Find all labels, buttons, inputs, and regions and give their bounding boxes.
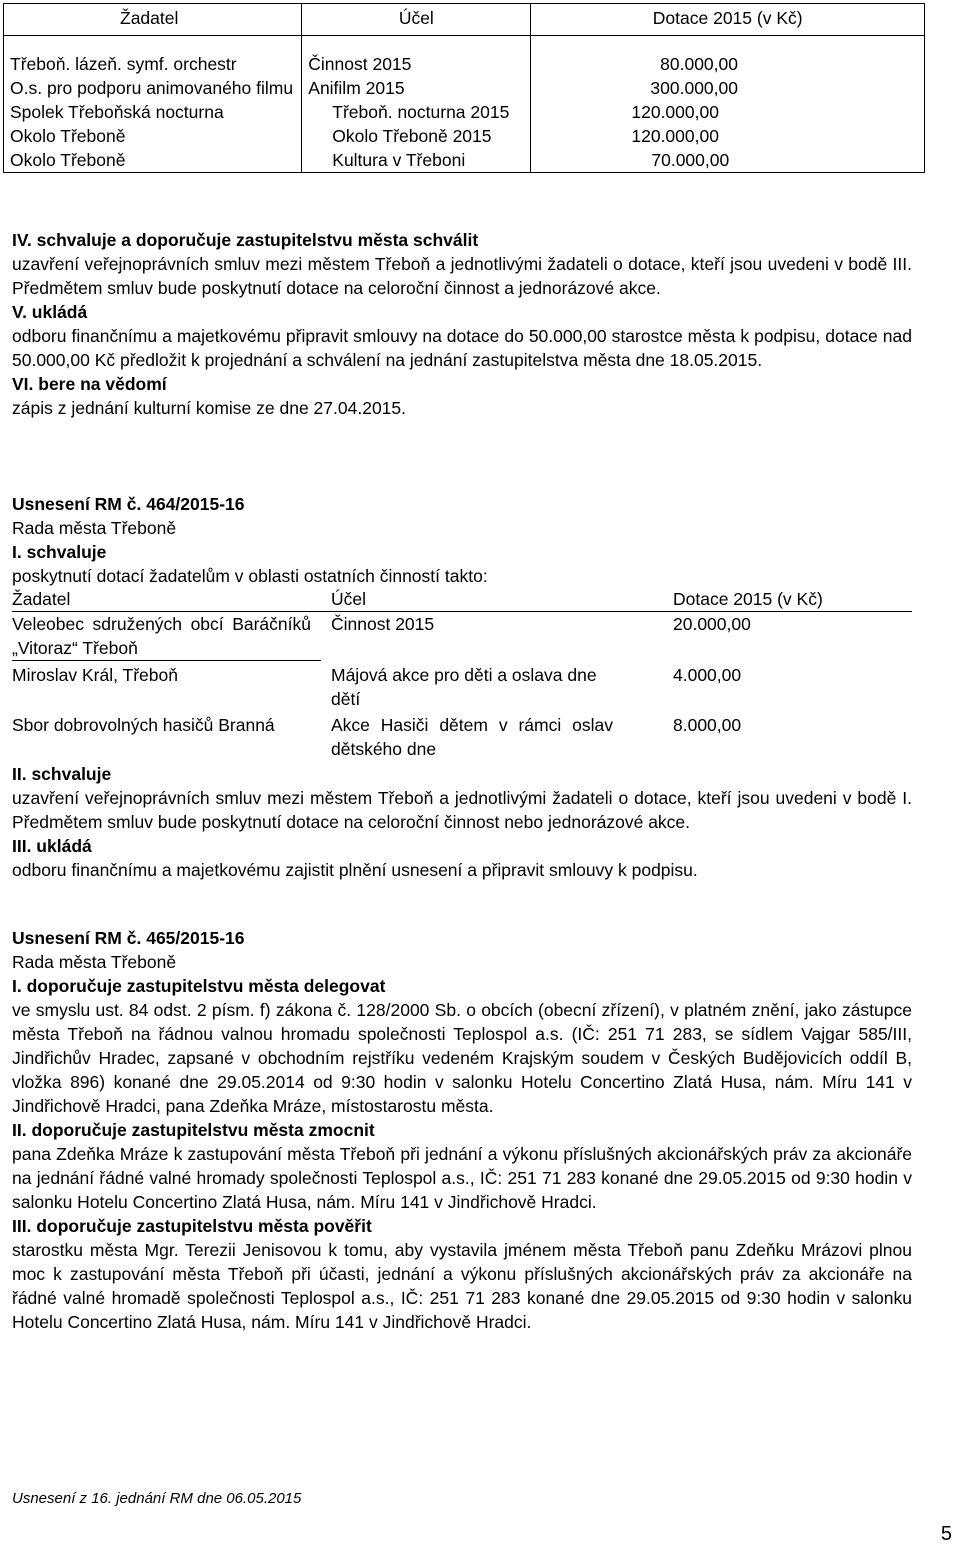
section-text: ve smyslu ust. 84 odst. 2 písm. f) zákona č. 128/2000 Sb. o obcích (obecní zřízení), v platném znění, jako zástupce města Třeboň na řádnou valnou hromadu společnosti Teplospol a.s. (IČ: 251 71 283, se sídlem Vajgar 585/III, Jindřichův Hradec, zapsané v obchodním rejstříku vedeném Krajským soudem v Českých Budějovicích oddíl B, vložka 896) konané dne 29.05.2014 od 9:30 hodin v salonku Hotelu Concertino Zlatá Husa, nám. Míru 141 v Jindřichově Hradci, pana Zdeňka Mráze, místostarostu města. xyxy=(12,1000,912,1116)
table-row xyxy=(12,661,912,711)
applicant-cell: Třeboň. lázeň. symf. orchestr xyxy=(4,52,302,76)
amount-cell: 300.000,00 xyxy=(531,76,925,100)
section-text: zápis z jednání kulturní komise ze dne 27.04.2015. xyxy=(12,398,406,418)
purpose-cell: Májová akce pro děti a oslava dne dětí xyxy=(331,664,597,709)
amount-cell: 20.000,00 xyxy=(673,614,751,634)
section-text: pana Zdeňka Mráze k zastupování města Třeboň při jednání a výkonu příslušných akcionářských práv za akcionáře na jednání řádné valné hromady společnosti Teplospol a.s., IČ: 251 71 283 konané dne 29.05.2015 od 9:30 hodin v salonku Hotelu Concertino Zlatá Husa, nám. Míru 141 v Jindřichově Hradci. xyxy=(12,1144,912,1212)
applicant-cell: Sbor dobrovolných hasičů Branná xyxy=(12,714,275,735)
col-header-amount: Dotace 2015 (v Kč) xyxy=(673,589,823,609)
purpose-cell: Akce Hasiči dětem v rámci oslav dětského dne xyxy=(331,714,613,759)
resolution-464-continued xyxy=(12,762,912,882)
resolution-464 xyxy=(12,492,912,588)
section-text: poskytnutí dotací žadatelům v oblasti ostatních činností takto: xyxy=(12,566,488,586)
resolution-465 xyxy=(12,926,912,1334)
table-row xyxy=(4,52,925,76)
table-row xyxy=(4,100,925,124)
amount-cell: 80.000,00 xyxy=(531,52,925,76)
section-heading: II. doporučuje zastupitelstvu města zmocnit xyxy=(12,1120,375,1140)
table-row xyxy=(12,612,912,661)
section-heading: VI. bere na vědomí xyxy=(12,374,167,394)
col-header-amount: Dotace 2015 (v Kč) xyxy=(531,4,925,36)
purpose-cell: Anifilm 2015 xyxy=(302,76,531,100)
table-row xyxy=(12,711,912,761)
grants-table-other xyxy=(12,587,912,761)
section-heading: I. schvaluje xyxy=(12,542,107,562)
page-footer: Usnesení z 16. jednání RM dne 06.05.2015 xyxy=(12,1490,302,1507)
purpose-cell: Kultura v Třeboni xyxy=(302,148,531,173)
section-text: uzavření veřejnoprávních smluv mezi městem Třeboň a jednotlivými žadateli o dotace, kteří jsou uvedeni v bodě III. Předmětem smluv bude poskytnutí dotace na celoroční činnost a jednorázové akce. xyxy=(12,254,912,298)
applicant-cell: Miroslav Král, Třeboň xyxy=(12,665,178,685)
table-row xyxy=(4,148,925,173)
applicant-cell: Okolo Třeboně xyxy=(4,124,302,148)
applicant-cell: Veleobec sdružených obcí Baráčníků „Vitoraz“ Třeboň xyxy=(12,612,321,661)
section-heading: IV. schvaluje a doporučuje zastupitelstvu města schválit xyxy=(12,230,479,250)
page-number: 5 xyxy=(940,1523,952,1545)
purpose-cell: Činnost 2015 xyxy=(302,52,531,76)
amount-cell: 120.000,00 xyxy=(531,100,925,124)
resolution-body: Rada města Třeboně xyxy=(12,518,177,538)
amount-cell: 70.000,00 xyxy=(531,148,925,173)
purpose-cell: Okolo Třeboně 2015 xyxy=(302,124,531,148)
amount-cell: 4.000,00 xyxy=(673,664,742,685)
table-header-row xyxy=(12,587,912,612)
col-header-purpose: Účel xyxy=(331,589,367,609)
col-header-purpose: Účel xyxy=(302,4,531,36)
resolution-title: Usnesení RM č. 465/2015-16 xyxy=(12,928,245,948)
col-header-applicant: Žadatel xyxy=(12,589,71,609)
amount-cell: 120.000,00 xyxy=(531,124,925,148)
purpose-cell: Činnost 2015 xyxy=(331,614,435,634)
section-text: odboru finančnímu a majetkovému připravit smlouvy na dotace do 50.000,00 starostce města k podpisu, dotace nad 50.000,00 Kč předložit k projednání a schválení na jednání zastupitelstva města dne 18.05.2015. xyxy=(12,326,912,370)
applicant-cell: Spolek Třeboňská nocturna xyxy=(4,100,302,124)
prev-resolution-continuation xyxy=(12,228,912,420)
resolution-title: Usnesení RM č. 464/2015-16 xyxy=(12,494,245,514)
grants-table-culture xyxy=(3,3,925,173)
purpose-cell: Třeboň. nocturna 2015 xyxy=(302,100,531,124)
col-header-applicant: Žadatel xyxy=(4,4,302,36)
table-row xyxy=(4,76,925,100)
section-heading: II. schvaluje xyxy=(12,764,112,784)
section-text: starostku města Mgr. Terezii Jenisovou k tomu, aby vystavila jménem města Třeboň panu Zdeňku Mrázovi plnou moc k zastupování města Třeboň při účasti, jednání a výkonu příslušných akcionářských práv za akcionáře na řádné valné hromadě společnosti Teplospol a.s., IČ: 251 71 283 konané dne 29.05.2015 od 9:30 hodin v salonku Hotelu Concertino Zlatá Husa, nám. Míru 141 v Jindřichově Hradci. xyxy=(12,1240,912,1332)
section-text: uzavření veřejnoprávních smluv mezi městem Třeboň a jednotlivými žadateli o dotace, kteří jsou uvedeni v bodě I. Předmětem smluv bude poskytnutí dotace na celoroční činnost nebo jednorázové akce. xyxy=(12,788,912,832)
applicant-cell: Okolo Třeboně xyxy=(4,148,302,173)
section-heading: V. ukládá xyxy=(12,302,88,322)
section-heading: III. doporučuje zastupitelstvu města pověřit xyxy=(12,1216,372,1236)
table-row xyxy=(4,124,925,148)
section-heading: I. doporučuje zastupitelstvu města delegovat xyxy=(12,976,386,996)
applicant-cell: O.s. pro podporu animovaného filmu xyxy=(4,76,302,100)
resolution-body: Rada města Třeboně xyxy=(12,952,177,972)
section-text: odboru finančnímu a majetkovému zajistit plnění usnesení a připravit smlouvy k podpisu. xyxy=(12,860,698,880)
section-heading: III. ukládá xyxy=(12,836,92,856)
amount-cell: 8.000,00 xyxy=(673,714,742,735)
